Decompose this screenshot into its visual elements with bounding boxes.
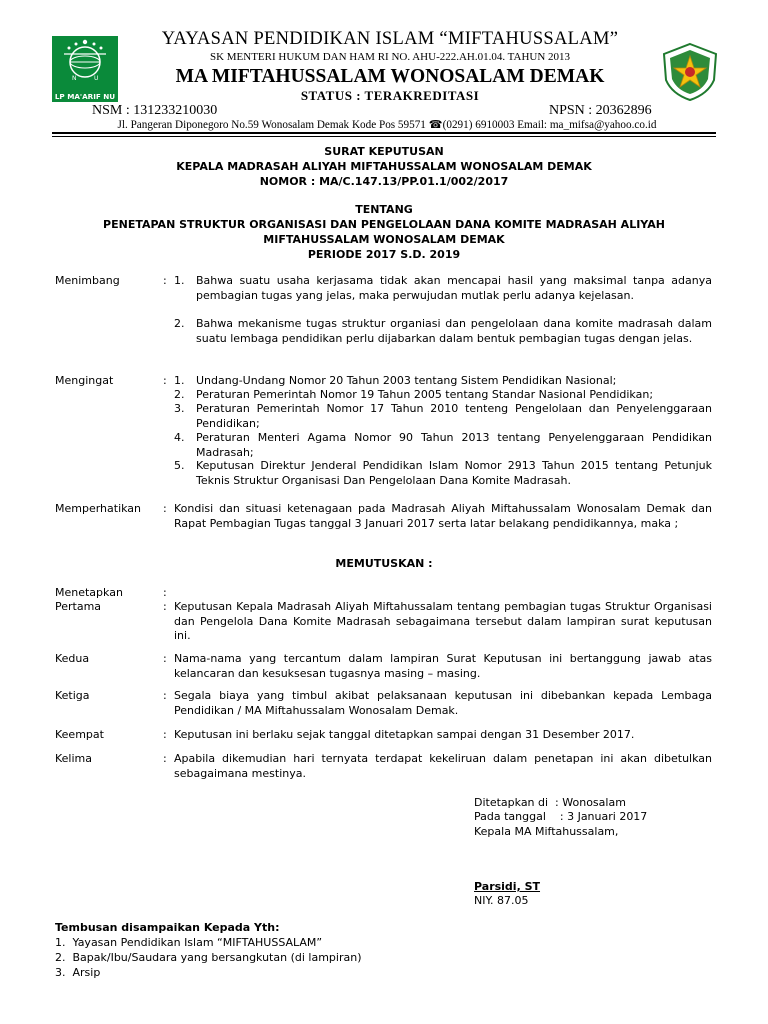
lp-maarif-nu-logo — [52, 36, 118, 102]
menetapkan-label: Menetapkan — [55, 586, 123, 599]
colon: : — [163, 752, 167, 765]
diktum-label: Kedua — [55, 652, 90, 665]
mengingat-item: Peraturan Pemerintah Nomor 17 Tahun 2010 tenteng Pengelolaan dan Penyelenggaraan Pendidikan; — [196, 402, 712, 430]
sign-place: Ditetapkan di : Wonosalam — [474, 796, 626, 809]
decree-subject-line1: PENETAPAN STRUKTUR ORGANISASI DAN PENGELOLAAN DANA KOMITE MADRASAH ALIYAH — [103, 218, 665, 231]
npsn-number: NPSN : 20362896 — [549, 103, 652, 118]
signatory-name: Parsidi, ST — [474, 880, 541, 893]
signatory-niy: NIY. 87.05 — [474, 894, 529, 907]
mengingat-item: Keputusan Direktur Jenderal Pendidikan Islam Nomor 2913 Tahun 2015 tentang Petunjuk Teknis Struktur Organisasi Dan Pengelolaan Dana Komite Madrasah. — [196, 459, 712, 487]
diktum-text: Keputusan ini berlaku sejak tanggal ditetapkan sampai dengan 31 Desember 2017. — [174, 728, 635, 741]
accreditation-status: STATUS : TERAKREDITASI — [300, 88, 480, 103]
school-address: Jl. Pangeran Diponegoro No.59 Wonosalam Demak Kode Pos 59571 ☎(0291) 6910003 Email: ma_mifsa@yahoo.co.id — [117, 119, 657, 131]
svg-text:N: N — [72, 75, 77, 82]
tentang-label: TENTANG — [355, 203, 413, 216]
decree-issuer: KEPALA MADRASAH ALIYAH MIFTAHUSSALAM WONOSALAM DEMAK — [176, 160, 592, 173]
colon: : — [163, 502, 167, 515]
list-number: 2. — [174, 388, 185, 401]
sign-date: Pada tanggal : 3 Januari 2017 — [474, 810, 648, 823]
tembusan-item: 2. Bapak/Ibu/Saudara yang bersangkutan (di lampiran) — [55, 951, 362, 964]
foundation-decree: SK MENTERI HUKUM DAN HAM RI NO. AHU-222.AH.01.04. TAHUN 2013 — [209, 51, 571, 63]
mengingat-item: Peraturan Menteri Agama Nomor 90 Tahun 2013 tentang Penyelenggaraan Pendidikan Madrasah; — [196, 431, 712, 459]
diktum-label: Keempat — [55, 728, 104, 741]
svg-text:U: U — [94, 75, 99, 82]
memperhatikan-label: Memperhatikan — [55, 502, 142, 515]
colon: : — [163, 586, 167, 599]
menimbang-label: Menimbang — [55, 274, 120, 287]
diktum-label: Kelima — [55, 752, 93, 765]
mengingat-label: Mengingat — [55, 374, 114, 387]
decree-number: NOMOR : MA/C.147.13/PP.01.1/002/2017 — [259, 175, 509, 188]
diktum-text: Segala biaya yang timbul akibat pelaksanaan keputusan ini dibebankan kepada Lembaga Pendidikan / MA Miftahussalam Wonosalam Demak. — [174, 689, 712, 717]
list-number: 4. — [174, 431, 185, 444]
mengingat-item: Peraturan Pemerintah Nomor 19 Tahun 2005 tentang Standar Nasional Pendidikan; — [196, 388, 654, 401]
decree-period: PERIODE 2017 S.D. 2019 — [307, 248, 461, 261]
decree-title: SURAT KEPUTUSAN — [324, 145, 444, 158]
menimbang-item: Bahwa mekanisme tugas struktur organiasi dan pengelolaan dana komite madrasah dalam suatu lembaga pendidikan perlu dijabarkan dalam bentuk pembagian tugas dengan jelas. — [196, 317, 712, 345]
list-number: 5. — [174, 459, 185, 472]
colon: : — [163, 274, 167, 287]
decree-subject-line2: MIFTAHUSSALAM WONOSALAM DEMAK — [263, 233, 505, 246]
list-number: 2. — [174, 317, 185, 330]
list-number: 1. — [174, 274, 185, 287]
colon: : — [163, 600, 167, 613]
colon: : — [163, 652, 167, 665]
colon: : — [163, 728, 167, 741]
diktum-text: Apabila dikemudian hari ternyata terdapat kekeliruan dalam penetapan ini akan dibetulkan sebagaimana mestinya. — [174, 752, 712, 780]
diktum-text: Nama-nama yang tercantum dalam lampiran Surat Keputusan ini bertanggung jawab atas kelancaran dan kesuksesan tugasnya masing – masing. — [174, 652, 712, 680]
memutuskan-heading: MEMUTUSKAN : — [335, 557, 433, 570]
diktum-label: Pertama — [55, 600, 102, 613]
school-emblem-logo — [660, 42, 720, 102]
diktum-label: Ketiga — [55, 689, 90, 702]
school-name: MA MIFTAHUSSALAM WONOSALAM DEMAK — [175, 66, 605, 87]
list-number: 1. — [174, 374, 185, 387]
svg-text:LP MA'ARIF NU: LP MA'ARIF NU — [54, 92, 116, 101]
colon: : — [163, 689, 167, 702]
letterhead-rule-thick — [52, 132, 716, 134]
memperhatikan-text: Kondisi dan situasi ketenagaan pada Madrasah Aliyah Miftahussalam Wonosalam Demak dan Rapat Pembagian Tugas tanggal 3 Januari 2017 serta latar belakang pendidikannya, maka ; — [174, 502, 712, 530]
colon: : — [163, 374, 167, 387]
sign-position: Kepala MA Miftahussalam, — [474, 825, 619, 838]
tembusan-title: Tembusan disampaikan Kepada Yth: — [55, 921, 280, 934]
foundation-name: YAYASAN PENDIDIKAN ISLAM “MIFTAHUSSALAM” — [161, 29, 619, 49]
tembusan-item: 1. Yayasan Pendidikan Islam “MIFTAHUSSALAM” — [55, 936, 323, 949]
menimbang-item: Bahwa suatu usaha kerjasama tidak akan mencapai hasil yang maksimal tanpa adanya pembagian tugas yang jelas, maka perwujudan mutlak perlu adanya kejelasan. — [196, 274, 712, 302]
mengingat-item: Undang-Undang Nomor 20 Tahun 2003 tentang Sistem Pendidikan Nasional; — [196, 374, 617, 387]
diktum-text: Keputusan Kepala Madrasah Aliyah Miftahussalam tentang pembagian tugas Struktur Organisasi dan Pengelola Dana Komite Madrasah sebagaimana tersebut dalam lampiran surat keputusan ini. — [174, 600, 712, 642]
letterhead-rule-thin — [52, 136, 716, 137]
nsm-number: NSM : 131233210030 — [92, 103, 218, 118]
tembusan-item: 3. Arsip — [55, 966, 101, 979]
list-number: 3. — [174, 402, 185, 415]
